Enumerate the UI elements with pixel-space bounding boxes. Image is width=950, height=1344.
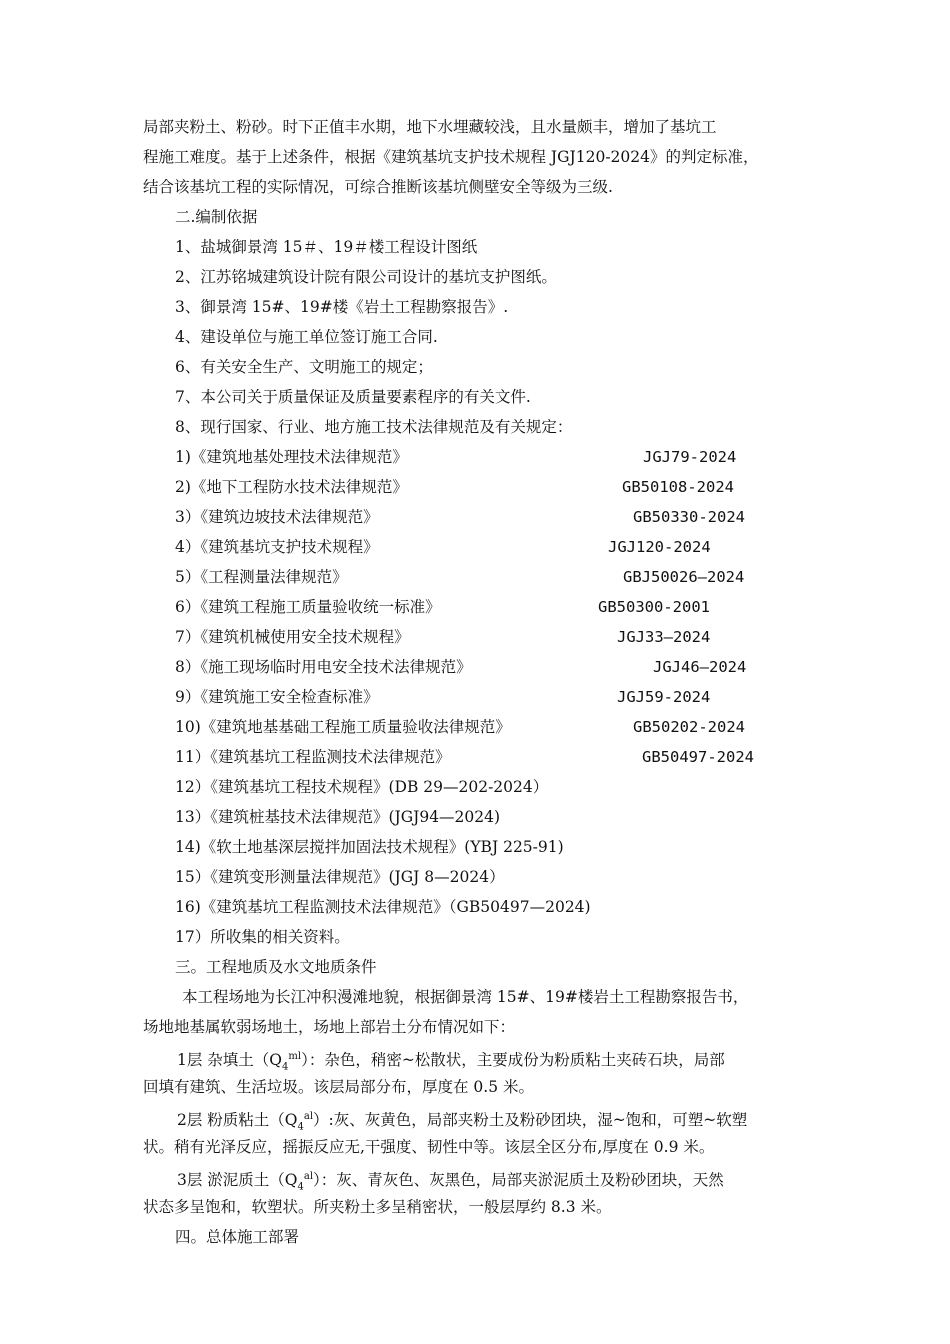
basis-item: 3、御景湾 15#、19#楼《岩土工程勘察报告》. — [175, 298, 509, 316]
soil-layer-head: 1层 杂填土（Q — [177, 1051, 282, 1070]
standard-code: JGJ59-2024 — [617, 688, 711, 706]
soil-layer-tail: ）：灰、青灰色、灰黑色，局部夹淤泥质土及粉砂团块，天然 — [313, 1171, 724, 1190]
soil-layer-head: 2层 粉质粘土（Q — [177, 1111, 298, 1130]
standard-name: 6）《建筑工程施工质量验收统一标准》 — [175, 598, 441, 616]
intro-line-2: 程施工难度。基于上述条件，根据《建筑基坑支护技术规程 JGJ120-2024》的判定标准， — [143, 148, 759, 166]
standard-name: 11）《建筑基坑工程监测技术法律规范》 — [175, 748, 451, 766]
basis-item: 1、盐城御景湾 15＃、19＃楼工程设计图纸 — [175, 238, 478, 256]
soil-layer-2-cont: 状。稍有光泽反应，摇振反应无,干强度、韧性中等。该层全区分布,厚度在 0.9 米。 — [143, 1138, 715, 1156]
soil-layer-head: 3层 淤泥质土（Q — [177, 1171, 298, 1190]
soil-layer-superscript: ml — [288, 1051, 302, 1062]
standard-code: GB50300-2001 — [598, 598, 710, 616]
basis-item: 8、现行国家、行业、地方施工技术法律规范及有关规定： — [175, 418, 573, 436]
standard-code: JGJ120-2024 — [608, 538, 711, 556]
soil-layer-1-cont: 回填有建筑、生活垃圾。该层局部分布，厚度在 0.5 米。 — [143, 1078, 535, 1096]
soil-layer-superscript: al — [303, 1111, 314, 1122]
soil-layer-subscript: 4 — [282, 1061, 289, 1073]
standard-code: JGJ79-2024 — [643, 448, 737, 466]
standard-code: GB50108-2024 — [622, 478, 734, 496]
standard-name: 9）《建筑施工安全检查标准》 — [175, 688, 379, 706]
section-2-title: 二.编制依据 — [175, 208, 258, 226]
standard-code: JGJ33—2024 — [617, 628, 711, 646]
standard-inline: 12）《建筑基坑工程技术规程》(DB 29—202-2024） — [175, 778, 549, 796]
standard-name: 4）《建筑基坑支护技术规程》 — [175, 538, 379, 556]
standard-name: 3）《建筑边坡技术法律规范》 — [175, 508, 379, 526]
soil-layer-tail: ）:灰、灰黄色，局部夹粉土及粉砂团块，湿~饱和，可塑~软塑 — [313, 1111, 748, 1130]
standard-name: 7）《建筑机械使用安全技术规程》 — [175, 628, 410, 646]
section-3-title: 三。工程地质及水文地质条件 — [175, 958, 377, 976]
soil-layer-subscript: 4 — [297, 1181, 304, 1193]
standard-inline: 13）《建筑桩基技术法律规范》(JGJ94—2024) — [175, 808, 501, 826]
standard-name: 8）《施工现场临时用电安全技术法律规范》 — [175, 658, 472, 676]
soil-layer-2 — [177, 1107, 747, 1137]
standard-code: GB50202-2024 — [633, 718, 745, 736]
basis-item: 7、本公司关于质量保证及质量要素程序的有关文件. — [175, 388, 531, 406]
section-3-intro-line-2: 场地地基属软弱场地土，场地上部岩土分布情况如下： — [143, 1018, 516, 1036]
standard-name: 5）《工程测量法律规范》 — [175, 568, 348, 586]
standard-code: GB50497-2024 — [642, 748, 754, 766]
soil-layer-superscript: al — [303, 1171, 314, 1182]
standard-inline: 16)《建筑基坑工程监测技术法律规范》（GB50497—2024) — [175, 898, 591, 916]
standard-inline: 17）所收集的相关资料。 — [175, 928, 350, 946]
section-3-intro-line-1: 本工程场地为长江冲积漫滩地貌，根据御景湾 15#、19#楼岩土工程勘察报告书， — [182, 988, 749, 1006]
soil-layer-3 — [177, 1167, 724, 1197]
soil-layer-1 — [177, 1047, 725, 1077]
soil-layer-3-cont: 状态多呈饱和，软塑状。所夹粉土多呈稍密状，一般层厚约 8.3 米。 — [143, 1198, 612, 1216]
standard-name: 2)《地下工程防水技术法律规范》 — [175, 478, 408, 496]
standard-inline: 15）《建筑变形测量法律规范》(JGJ 8—2024） — [175, 868, 505, 886]
soil-layer-tail: ）：杂色，稍密~松散状，主要成份为粉质粘土夹砖石块，局部 — [301, 1051, 725, 1070]
standard-code: GB50330-2024 — [633, 508, 745, 526]
standard-code: GBJ50026—2024 — [623, 568, 745, 586]
standard-code: JGJ46—2024 — [653, 658, 747, 676]
soil-layer-subscript: 4 — [297, 1121, 304, 1133]
standard-inline: 14)《软土地基深层搅拌加固法技术规程》(YBJ 225-91) — [175, 838, 564, 856]
basis-item: 6、有关安全生产、文明施工的规定； — [175, 358, 433, 376]
intro-line-3: 结合该基坑工程的实际情况，可综合推断该基坑侧壁安全等级为三级. — [143, 178, 613, 196]
basis-item: 2、江苏铭城建筑设计院有限公司设计的基坑支护图纸。 — [175, 268, 557, 286]
standard-name: 10)《建筑地基基础工程施工质量验收法律规范》 — [175, 718, 511, 736]
intro-line-1: 局部夹粉土、粉砂。时下正值丰水期，地下水埋藏较浅，且水量颇丰，增加了基坑工 — [143, 118, 717, 136]
section-4-title: 四。总体施工部署 — [175, 1228, 300, 1246]
standard-name: 1)《建筑地基处理技术法律规范》 — [175, 448, 408, 466]
basis-item: 4、建设单位与施工单位签订施工合同. — [175, 328, 438, 346]
